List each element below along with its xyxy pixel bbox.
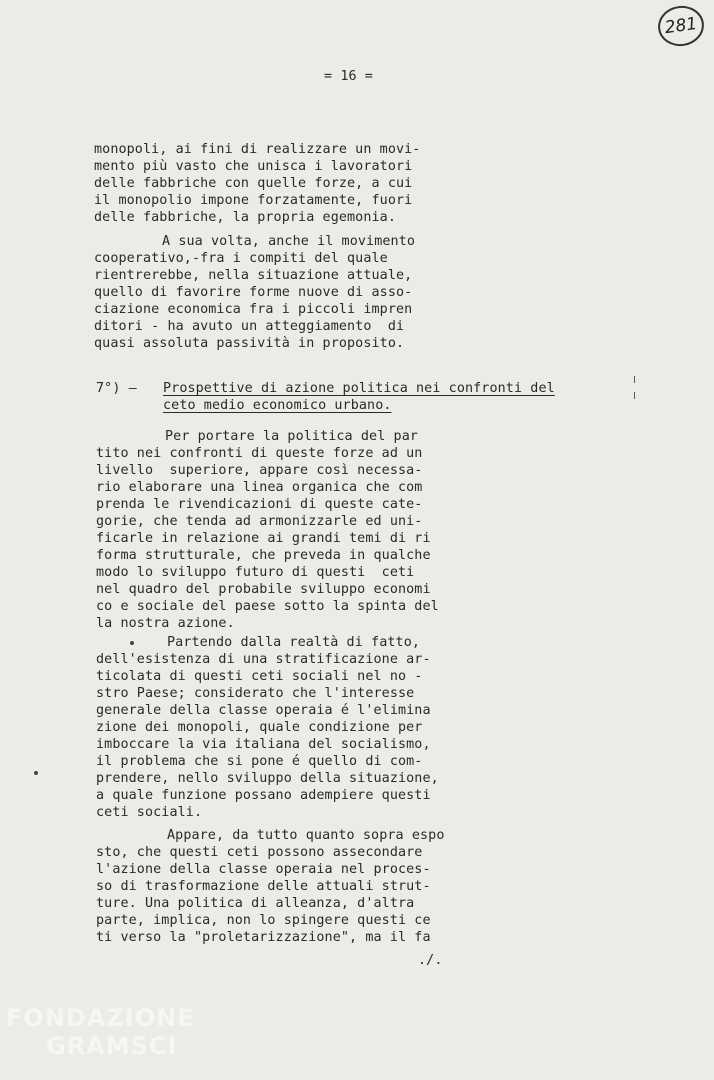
text-line: Appare, da tutto quanto sopra espo xyxy=(167,828,445,843)
section-title: Prospettive di azione politica nei confronti del xyxy=(163,381,555,396)
text-line: il monopolio impone forzatamente, fuori xyxy=(94,193,413,208)
text-line: mento più vasto che unisca i lavoratori xyxy=(94,159,413,174)
text-line: stro Paese; considerato che l'interesse xyxy=(96,686,415,701)
text-line: cooperativo,-fra i compiti del quale xyxy=(94,251,388,266)
text-line: prendere, nello sviluppo della situazione, xyxy=(96,771,439,786)
text-line: sto, che questi ceti possono assecondare xyxy=(96,845,423,860)
text-line: il problema che si pone é quello di com- xyxy=(96,754,423,769)
text-line: ti verso la "proletarizzazione", ma il fa xyxy=(96,930,431,945)
margin-mark xyxy=(634,376,635,383)
archive-watermark xyxy=(6,1004,195,1060)
text-line: l'azione della classe operaia nel proces- xyxy=(96,862,431,877)
text-line: gorie, che tenda ad armonizzarle ed uni- xyxy=(96,514,423,529)
margin-dot xyxy=(34,771,38,775)
section-title-continued: ceto medio economico urbano. xyxy=(163,398,392,413)
text-line: parte, implica, non lo spingere questi ce xyxy=(96,913,431,928)
text-line: forma strutturale, che preveda in qualche xyxy=(96,548,431,563)
text-line: la nostra azione. xyxy=(96,616,235,631)
text-line: A sua volta, anche il movimento xyxy=(162,234,416,249)
text-line: ceti sociali. xyxy=(96,805,203,820)
text-line: generale della classe operaia é l'elimina xyxy=(96,703,431,718)
watermark-line: GRAMSCI xyxy=(46,1032,178,1060)
margin-mark xyxy=(634,392,635,399)
text-line: Per portare la politica del par xyxy=(165,429,419,444)
text-line: co e sociale del paese sotto la spinta del xyxy=(96,599,439,614)
text-line: quello di favorire forme nuove di asso- xyxy=(94,285,413,300)
text-line: livello superiore, appare così necessa- xyxy=(96,463,423,478)
text-line: delle fabbriche con quelle forze, a cui xyxy=(94,176,413,191)
archive-page-stamp: 281 xyxy=(655,3,706,49)
text-line: delle fabbriche, la propria egemonia. xyxy=(94,210,396,225)
text-line: nel quadro del probabile sviluppo economi xyxy=(96,582,431,597)
text-line: prenda le rivendicazioni di queste cate- xyxy=(96,497,423,512)
section-number: 7°) – xyxy=(96,381,137,396)
text-line: quasi assoluta passività in proposito. xyxy=(94,336,405,351)
text-line: ticolata di questi ceti sociali nel no - xyxy=(96,669,423,684)
text-line: zione dei monopoli, quale condizione per xyxy=(96,720,423,735)
text-line: ture. Una politica di alleanza, d'altra xyxy=(96,896,415,911)
text-line: ditori - ha avuto un atteggiamento di xyxy=(94,319,405,334)
continuation-mark: ./. xyxy=(418,953,443,968)
margin-dot xyxy=(130,641,134,645)
text-line: monopoli, ai fini di realizzare un movi- xyxy=(94,142,421,157)
text-line: dell'esistenza di una stratificazione ar- xyxy=(96,652,431,667)
watermark-line: FONDAZIONE xyxy=(6,1004,195,1032)
text-line: tito nei confronti di queste forze ad un xyxy=(96,446,423,461)
text-line: ciazione economica fra i piccoli impren xyxy=(94,302,413,317)
text-line: rientrerebbe, nella situazione attuale, xyxy=(94,268,413,283)
page-number: = 16 = xyxy=(324,69,373,84)
text-line: a quale funzione possano adempiere questi xyxy=(96,788,431,803)
text-line: ficarle in relazione ai grandi temi di ri xyxy=(96,531,431,546)
text-line: modo lo sviluppo futuro di questi ceti xyxy=(96,565,415,580)
text-line: rio elaborare una linea organica che com xyxy=(96,480,423,495)
text-line: so di trasformazione delle attuali strut- xyxy=(96,879,431,894)
text-line: Partendo dalla realtà di fatto, xyxy=(167,635,421,650)
text-line: imboccare la via italiana del socialismo, xyxy=(96,737,431,752)
